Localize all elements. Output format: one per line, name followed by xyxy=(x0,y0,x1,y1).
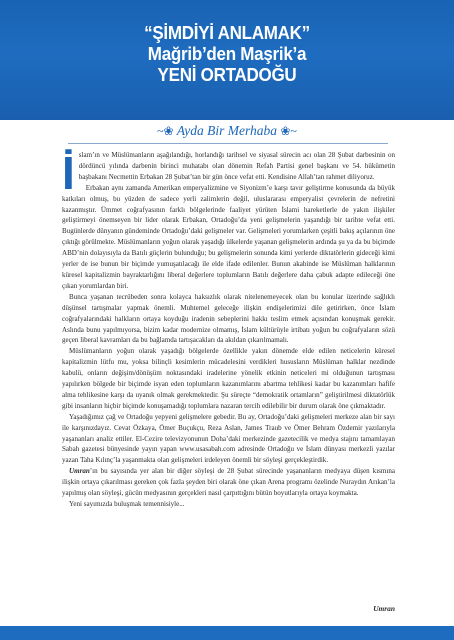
paragraph-5: Yaşadığımız çağ ve Ortadoğu yepyeni gelişmelere gebedir. Bu ay, Ortadoğu’daki gelişmeleri merkeze alan bir sayı ile karşınızdayız. Cevat Özkaya, Ömer Buçukçu, Reza Aslan, James Traub ve Ömer Behram Özdemir yazılarıyla yaşananları analiz ettiler. El-Cezire televizyonunun Doha’daki merkezinde gazetecilik ve medya stajını tamamlayan Sabah gazetesi bünyesinde yayın yapan www.usasabah.com adresinde Ortadoğu ve İslam dünyası merkezli yazılar yazan Taha Kılınç’la yaşanmakta olan gelişmeleri irdeleyen önemli bir söyleşi gerçekleştirdik. xyxy=(62,412,395,465)
paragraph-2: Erbakan aynı zamanda Amerikan emperyalizmine ve Siyonizm’e karşı tavır geliştirme konusunda da büyük katkıları olmuş, bu yüzden de sadece yerli zalimlerin değil, uluslararası emperyalist çevrelerin de nefretini kazanmıştır. Ümmet coğrafyasının farklı bölgelerinde faaliyet yürüten İslami hareketlerle de yakın ilişkiler geliştirmeyi önemseyen bir lider olarak Erbakan, Ortadoğu’da yeni gelişmelerin yaşandığı bir tarihte vefat etti. Bugünlerde dünyanın gündeminde Ortadoğu’daki gelişmeler var. Gelişmeleri yorumlarken çeşitli bakış açılarının öne çıktığı görülmekte. Müslümanların yoğun olarak yaşadığı ülkelerde yaşanan gelişmelerin ardında şu ya da bu biçimde ABD’nin dolayısıyla da Batılı güçlerin bulunduğu; bu gelişmelerin sonunda kimi yerlerde diktatörlerin gideceği kimi yerler de ise bunun bir biçimde yumuşatılacağı ile elde ifade edilenler. Bunun akabinde ise Müslüman halklarının küresel kapitalizmin bayraktarlığını liberal değerlere toplumların Batılı değerlere daha çabuk adapte edileceği öne çıkan yorumlardan biri. xyxy=(62,183,395,290)
swirl-ornament-icon: ~❀ xyxy=(157,124,174,138)
page-title xyxy=(0,22,454,85)
title-line-1: “ŞİMDİYİ ANLAMAK” xyxy=(144,22,310,43)
title-line-3: YENİ ORTADOĞU xyxy=(157,64,297,85)
divider xyxy=(68,143,388,144)
footer-band xyxy=(0,626,454,640)
title-line-2: Mağrib’den Maşrik’a xyxy=(147,43,307,64)
magazine-name: Umran xyxy=(69,467,90,476)
subtitle-text: Ayda Bir Merhaba xyxy=(176,123,277,138)
section-subtitle xyxy=(0,121,454,141)
paragraph-6-text: ’ın bu sayısında yer alan bir diğer söyleşi de 28 Şubat sürecinde yaşananların medyaya düşen kısmına ilişkin ortaya çıkarılması gereken çok fazla şeyden biri olarak öne çıkan Arena programı özelinde Nurаydın Arıkan’la yapılmış olan söyleşi, gücün medyasının gerçekleri nasıl çarpıttığını bütün boyutlarıyla ortaya koymakta. xyxy=(62,467,395,498)
paragraph-7: Yeni sayımızda buluşmak temennisiyle... xyxy=(69,500,185,508)
paragraph-6 xyxy=(62,466,395,499)
drop-cap: İ xyxy=(62,147,75,199)
paragraph-1-text: slam’ın ve Müslümanların aşağılandığı, horlandığı tarihsel ve siyasal sürecin acı olan 28 Şubat darbesinin on dördüncü yılında darbenin birinci muhatabı olan dönemin Refah Partisi genel başkanı ve 54. hükümetin başbakanı Necmettin Erbakan 28 Şubat’tan bir gün önce vefat etti. Kendisine Allah’tan rahmet diliyoruz. xyxy=(78,151,395,181)
paragraph-3: Bunca yaşanan tecrübeden sonra kolayca haksızlık olarak nitelenemeyecek olan bu konular üzerinde sağlıklı düşünsel tartışmalar yapmak önemli. Muhtemel geleceğe ilişkin endişelerimizi dile getirirken, önce İslam coğrafyalarındaki halkların ortaya koyduğu iradenin sebeplerini hakkı teslim etmek açısından konuşmak gerekir. Aslında bunu yapılmıyorsa, bizim kadar modernize olmamış, İslam kültürüyle irtibatı yoğun bu coğrafyaların sözü geçen liberal kavramları da bu bağlamda tartışacakları da akıldan çıkarılmamalı. xyxy=(62,292,395,345)
paragraph-4: Müslümanların yoğun olarak yaşadığı bölgelerde özellikle yakın dönemde elde edilen neticelerin küresel kapitalizmin lütfu mu, yoksa bilinçli kesimlerin mücadelesini verdikleri hususların Müslüman halklar nezdinde kabulü, onların değişim/dönüşüm noktasındaki iradelerine yönelik etkinin neticeleri mi olduğunun tartışması yapılırken bölgede bir biçimde isyan eden toplumların kazanımlarını abartma tehlikesi kadar bu kazanımları hafife alma tehlikesine karşı da uyanık olmak gerekmektedir. Şu süreçte “demokratik ortamların” geliştirilmesi diktatörlük gibi insanların hiçbir biçimde konuşamadığı toplumlara nazaran tercih edilebilir bir durum olarak öne çıkmaktadır. xyxy=(62,347,395,410)
paragraph-1 xyxy=(62,147,395,199)
article-body xyxy=(62,147,395,510)
signature: Umran xyxy=(373,604,395,613)
swirl-ornament-icon: ❀~ xyxy=(280,124,297,138)
